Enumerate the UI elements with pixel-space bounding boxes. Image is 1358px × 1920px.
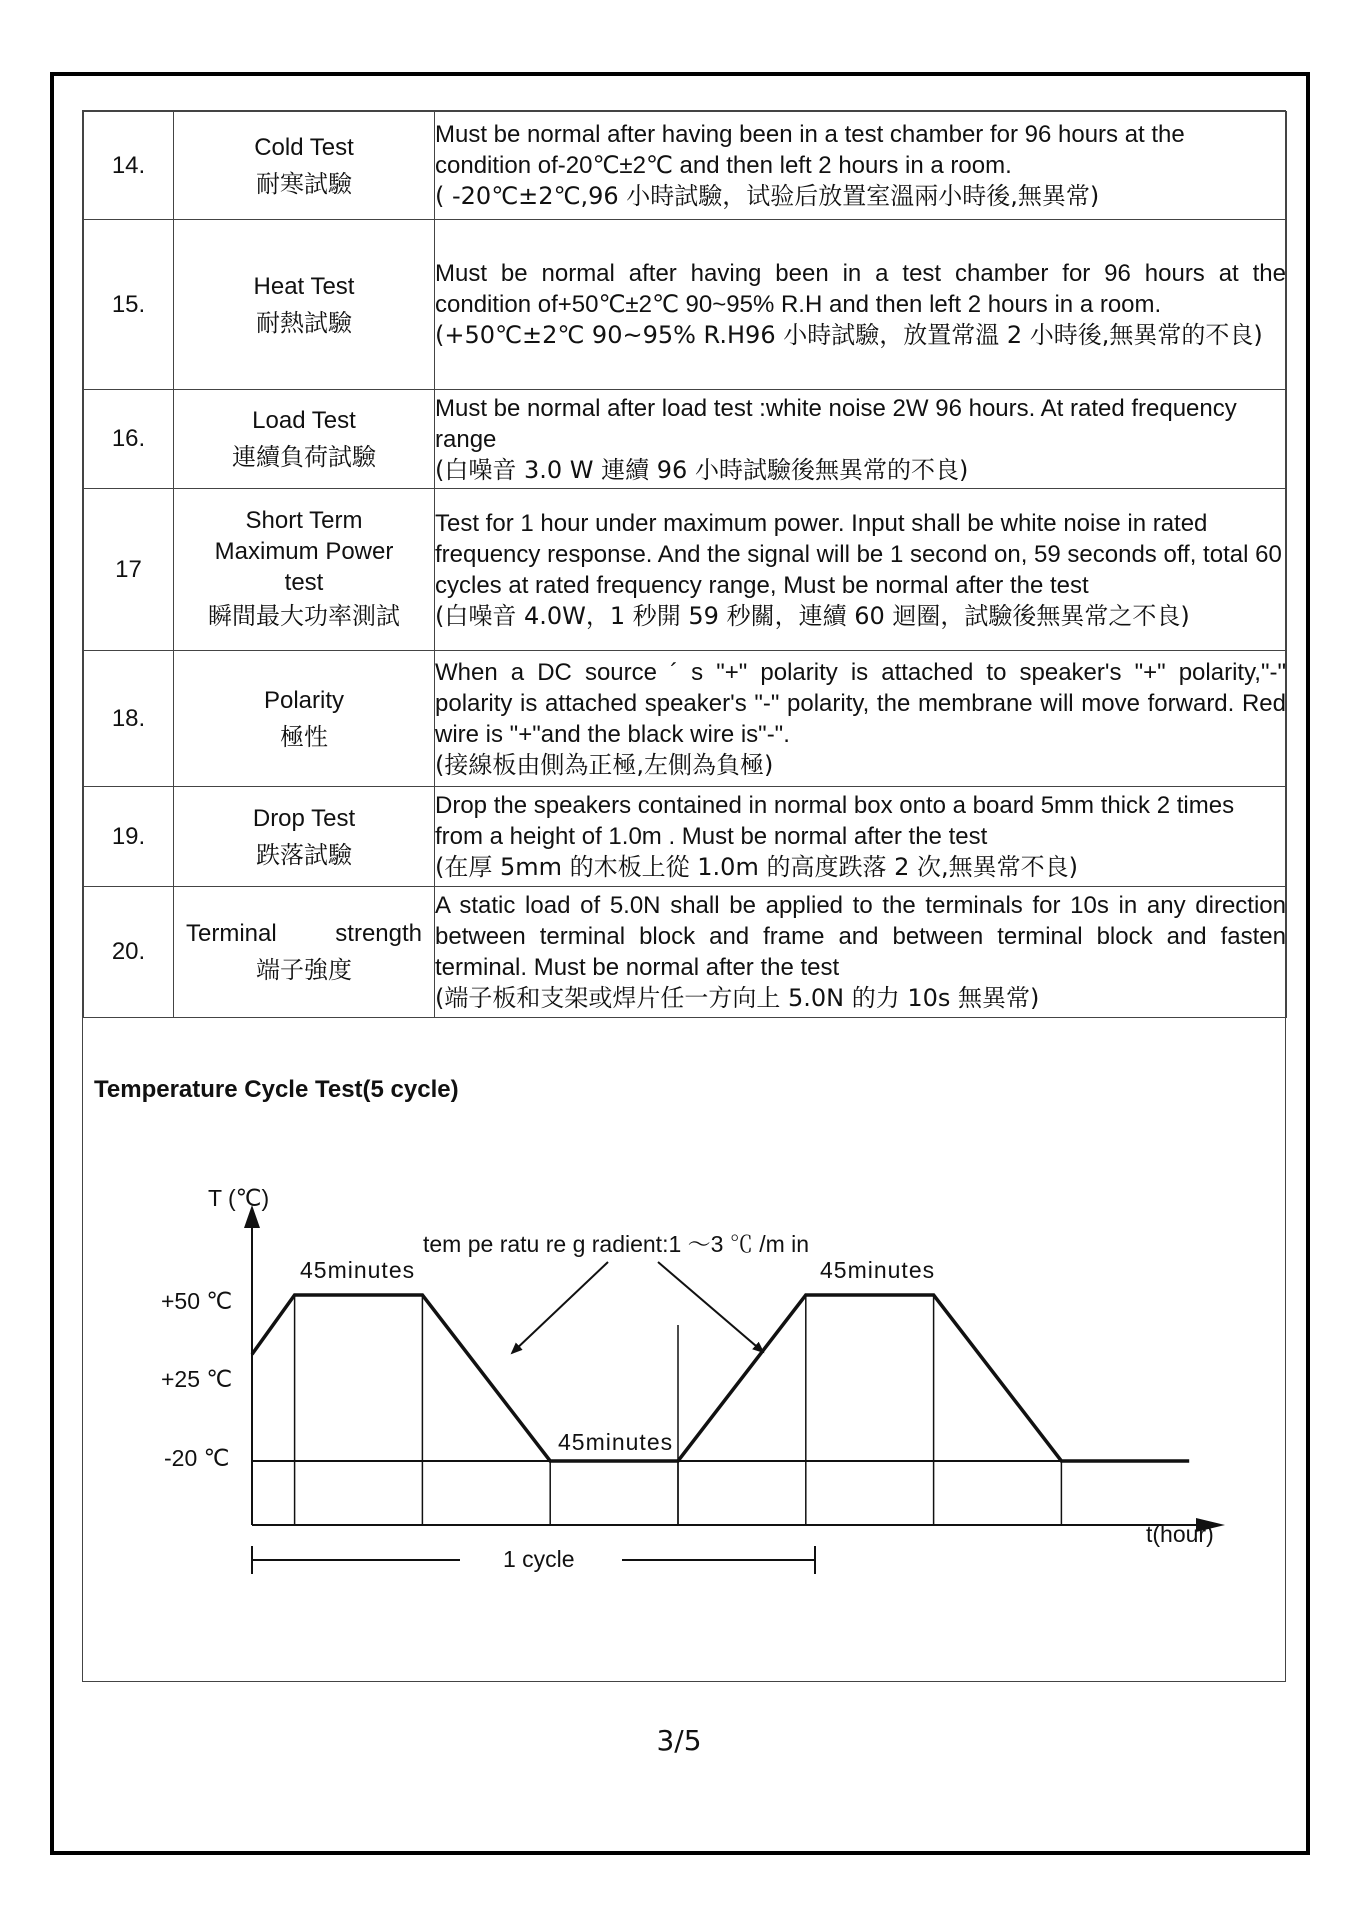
time-guides	[295, 1295, 1062, 1525]
gradient-arrow-left	[512, 1262, 608, 1353]
test-name-zh: 瞬間最大功率測試	[208, 602, 400, 630]
test-description-en: A static load of 5.0N shall be applied to the terminals for 10s in any direction between terminal block and frame and between terminal block and fasten terminal. Must be normal after the test	[435, 892, 1286, 981]
y-tick-label: -20 ℃	[164, 1445, 230, 1471]
test-description-en: Must be normal after having been in a test chamber for 96 hours at the condition of-20℃±2℃ and then left 2 hours in a room.	[435, 121, 1185, 179]
test-description-en: When a DC source ´ s "+" polarity is attached to speaker's "+" polarity,"-" polarity is attached speaker's "-" polarity, the membrane will move forward. Red wire is "+"and the black wire is"-".	[435, 658, 1286, 748]
test-description-zh: (白噪音 3.0 W 連續 96 小時試驗後無異常的不良)	[435, 455, 969, 484]
dwell-label-high-1: 45minutes	[300, 1257, 416, 1283]
test-name-zh: 耐寒試驗	[256, 169, 352, 198]
test-name-en: Terminal strength	[186, 920, 422, 947]
test-description-en: Test for 1 hour under maximum power. Input shall be white noise in rated frequency response. And the signal will be 1 second on, 59 seconds off, total 60 cycles at rated frequency range, Must be normal after the test	[435, 509, 1282, 599]
temperature-profile-line	[252, 1295, 1189, 1461]
page-number: 3/5	[656, 1724, 702, 1757]
test-name-en: Short Term Maximum Power test	[214, 507, 394, 596]
row-number: 20.	[84, 887, 174, 1018]
row-number: 18.	[84, 651, 174, 787]
test-name-zh: 端子強度	[256, 956, 352, 984]
test-description-zh: ( -20℃±2℃,96 小時試驗，试验后放置室溫兩小時後,無異常)	[435, 182, 1100, 210]
row-number: 15.	[84, 220, 174, 390]
gradient-arrow-right	[658, 1262, 763, 1352]
test-name-en: Heat Test	[253, 272, 355, 300]
cycle-label: 1 cycle	[503, 1546, 575, 1572]
test-description-en: Drop the speakers contained in normal box onto a board 5mm thick 2 times from a height of 1.0m . Must be normal after the test	[435, 792, 1235, 850]
test-name-en: Cold Test	[254, 133, 354, 161]
test-description-zh: (白噪音 4.0W，1 秒開 59 秒關，連續 60 迴圈，試驗後無異常之不良)	[435, 601, 1190, 630]
y-axis-label: T (℃)	[208, 1185, 270, 1211]
test-name-en: Drop Test	[252, 804, 356, 832]
test-description-zh: (在厚 5mm 的木板上從 1.0m 的高度跌落 2 次,無異常不良)	[435, 853, 1078, 881]
test-name-zh: 跌落試驗	[256, 840, 352, 869]
test-description-en: Must be normal after having been in a test chamber for 96 hours at the condition of+50℃±2℃ 90~95% R.H and then left 2 hours in a room.	[435, 260, 1286, 318]
row-number: 17	[84, 489, 174, 651]
gradient-label: tem pe ratu re g radient:1 ～3 ℃ /m in	[423, 1231, 810, 1257]
test-name-zh: 極性	[280, 722, 328, 751]
row-number: 19.	[84, 787, 174, 887]
test-name-en: Polarity	[263, 686, 345, 714]
row-number: 14.	[84, 112, 174, 220]
row-number: 16.	[84, 390, 174, 489]
x-axis-label: t(hour)	[1146, 1521, 1214, 1547]
dwell-label-low: 45minutes	[558, 1429, 674, 1455]
test-description-zh: (+50℃±2℃ 90~95% R.H96 小時試驗，放置常溫 2 小時後,無異常的不良)	[435, 321, 1263, 349]
y-tick-label: +25 ℃	[161, 1366, 233, 1392]
y-tick-label: +50 ℃	[161, 1288, 233, 1314]
dwell-label-high-2: 45minutes	[820, 1257, 936, 1283]
test-name-zh: 耐熱試驗	[256, 308, 352, 337]
section-title: Temperature Cycle Test(5 cycle)	[94, 1076, 459, 1103]
test-description-zh: (接線板由側為正極,左側為負極)	[435, 750, 774, 779]
test-description-en: Must be normal after load test :white noise 2W 96 hours. At rated frequency range	[435, 394, 1237, 453]
test-name-en: Load Test	[252, 407, 356, 434]
test-name-zh: 連續負荷試驗	[232, 443, 376, 471]
test-description-zh: (端子板和支架或焊片任一方向上 5.0N 的力 10s 無異常)	[435, 984, 1040, 1012]
